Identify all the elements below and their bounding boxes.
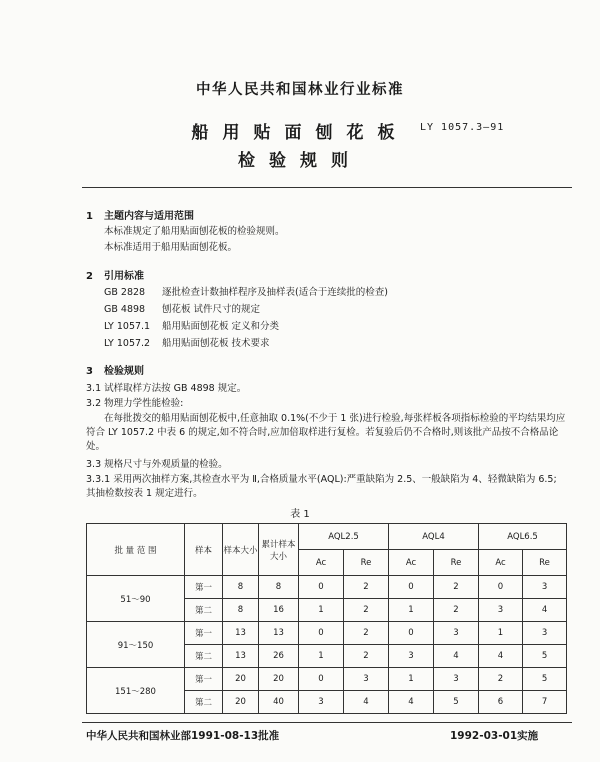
header-re: Re bbox=[344, 550, 389, 576]
industry-standard-heading: 中华人民共和国林业行业标准 bbox=[196, 82, 404, 98]
re-value-cell: 3 bbox=[434, 622, 479, 645]
header-sample-size: 样本大小 bbox=[223, 524, 259, 576]
clause-3-3: 3.3 规格尺寸与外观质量的检验。 bbox=[86, 459, 228, 470]
section-title: 主题内容与适用范围 bbox=[104, 211, 194, 222]
clause-3-2: 3.2 物理力学性能检验: bbox=[86, 398, 184, 409]
table-row bbox=[87, 622, 567, 645]
header-sample: 样本 bbox=[185, 524, 223, 576]
cumulative-size-cell: 20 bbox=[259, 668, 299, 691]
re-value-cell: 7 bbox=[523, 691, 567, 714]
document-title: 船用贴面刨花板 bbox=[191, 123, 409, 143]
section-3-heading bbox=[86, 362, 144, 377]
reference-item bbox=[104, 286, 388, 300]
table-row bbox=[87, 576, 567, 599]
ac-value-cell: 1 bbox=[389, 599, 434, 622]
ac-value-cell: 1 bbox=[479, 622, 523, 645]
section-number: 1 bbox=[86, 211, 93, 222]
header-aql-6-5: AQL6.5 bbox=[479, 524, 567, 550]
reference-text: 刨花板 试件尺寸的规定 bbox=[162, 304, 261, 315]
re-value-cell: 3 bbox=[434, 668, 479, 691]
cumulative-size-cell: 16 bbox=[259, 599, 299, 622]
header-cumulative-size: 累计样本大小 bbox=[259, 524, 299, 576]
clause-3-1: 3.1 试样取样方法按 GB 4898 规定。 bbox=[86, 383, 247, 394]
re-value-cell: 4 bbox=[344, 691, 389, 714]
header-ac: Ac bbox=[389, 550, 434, 576]
batch-range-cell: 151～280 bbox=[87, 668, 185, 714]
sampling-table bbox=[86, 523, 567, 714]
ac-value-cell: 0 bbox=[389, 576, 434, 599]
section-title: 引用标准 bbox=[104, 271, 144, 282]
ac-value-cell: 1 bbox=[389, 668, 434, 691]
reference-item bbox=[104, 320, 279, 334]
approval-line: 中华人民共和国林业部1991-08-13批准 bbox=[86, 730, 280, 742]
ac-value-cell: 3 bbox=[389, 645, 434, 668]
sample-size-cell: 8 bbox=[223, 576, 259, 599]
reference-item bbox=[104, 303, 260, 317]
table-row bbox=[87, 668, 567, 691]
section-1-heading bbox=[86, 207, 194, 222]
ac-value-cell: 1 bbox=[299, 599, 344, 622]
sample-size-cell: 13 bbox=[223, 645, 259, 668]
ac-value-cell: 6 bbox=[479, 691, 523, 714]
clause-3-3-1: 3.3.1 采用两次抽样方案,其检查水平为 Ⅱ,合格质量水平(AQL):严重缺陷为 2.5、一般缺陷为 4、轻微缺陷为 6.5;其抽检数按表 1 规定进行。 bbox=[86, 474, 557, 499]
re-value-cell: 3 bbox=[344, 668, 389, 691]
ac-value-cell: 1 bbox=[299, 645, 344, 668]
header-ac: Ac bbox=[479, 550, 523, 576]
re-value-cell: 5 bbox=[434, 691, 479, 714]
re-value-cell: 3 bbox=[523, 576, 567, 599]
re-value-cell: 4 bbox=[434, 645, 479, 668]
sample-cell: 第二 bbox=[185, 645, 223, 668]
paragraph: 本标准规定了船用贴面刨花板的检验规则。 bbox=[104, 226, 285, 237]
cumulative-size-cell: 26 bbox=[259, 645, 299, 668]
re-value-cell: 5 bbox=[523, 645, 567, 668]
cumulative-size-cell: 8 bbox=[259, 576, 299, 599]
sample-size-cell: 20 bbox=[223, 691, 259, 714]
reference-text: 逐批检查计数抽样程序及抽样表(适合于连续批的检查) bbox=[162, 287, 388, 298]
footer-divider bbox=[82, 722, 572, 723]
effective-date: 1992-03-01实施 bbox=[450, 730, 539, 742]
header-aql-2-5: AQL2.5 bbox=[299, 524, 389, 550]
ac-value-cell: 4 bbox=[479, 645, 523, 668]
re-value-cell: 2 bbox=[344, 622, 389, 645]
reference-code: LY 1057.2 bbox=[104, 338, 151, 349]
reference-text: 船用贴面刨花板 定义和分类 bbox=[162, 321, 280, 332]
sample-cell: 第二 bbox=[185, 691, 223, 714]
header-re: Re bbox=[523, 550, 567, 576]
reference-code: LY 1057.1 bbox=[104, 321, 151, 332]
ac-value-cell: 4 bbox=[389, 691, 434, 714]
sample-cell: 第一 bbox=[185, 668, 223, 691]
header-aql-4: AQL4 bbox=[389, 524, 479, 550]
table-caption: 表 1 bbox=[290, 509, 310, 520]
reference-code: GB 4898 bbox=[104, 304, 146, 315]
batch-range-cell: 51～90 bbox=[87, 576, 185, 622]
ac-value-cell: 0 bbox=[299, 622, 344, 645]
re-value-cell: 2 bbox=[344, 576, 389, 599]
re-value-cell: 2 bbox=[344, 645, 389, 668]
section-title: 检验规则 bbox=[104, 366, 144, 377]
ac-value-cell: 2 bbox=[479, 668, 523, 691]
sample-size-cell: 20 bbox=[223, 668, 259, 691]
ac-value-cell: 0 bbox=[389, 622, 434, 645]
ac-value-cell: 3 bbox=[299, 691, 344, 714]
batch-range-cell: 91～150 bbox=[87, 622, 185, 668]
section-number: 3 bbox=[86, 366, 93, 377]
standard-number: LY 1057.3—91 bbox=[420, 122, 505, 133]
header-batch-range: 批 量 范 围 bbox=[87, 524, 185, 576]
document-subtitle: 检验规则 bbox=[238, 151, 362, 171]
sample-cell: 第一 bbox=[185, 622, 223, 645]
reference-code: GB 2828 bbox=[104, 287, 146, 298]
ac-value-cell: 0 bbox=[299, 668, 344, 691]
sample-size-cell: 8 bbox=[223, 599, 259, 622]
re-value-cell: 2 bbox=[434, 576, 479, 599]
re-value-cell: 3 bbox=[523, 622, 567, 645]
sample-size-cell: 13 bbox=[223, 622, 259, 645]
reference-text: 船用贴面刨花板 技术要求 bbox=[162, 338, 270, 349]
reference-item bbox=[104, 337, 270, 351]
sample-cell: 第二 bbox=[185, 599, 223, 622]
clause-3-2-body: 在每批拨交的船用贴面刨花板中,任意抽取 0.1%(不少于 1 张)进行检验,每张样板各项指标检验的平均结果均应符合 LY 1057.2 中表 6 的规定,如不符合时,应加倍取样进行复检。若复验后仍不合格时,则该批产品按不合格品论处。 bbox=[86, 413, 566, 452]
section-number: 2 bbox=[86, 271, 93, 282]
re-value-cell: 4 bbox=[523, 599, 567, 622]
ac-value-cell: 0 bbox=[299, 576, 344, 599]
ac-value-cell: 0 bbox=[479, 576, 523, 599]
cumulative-size-cell: 13 bbox=[259, 622, 299, 645]
header-re: Re bbox=[434, 550, 479, 576]
paragraph: 本标准适用于船用贴面刨花板。 bbox=[104, 242, 238, 253]
header-ac: Ac bbox=[299, 550, 344, 576]
cumulative-size-cell: 40 bbox=[259, 691, 299, 714]
ac-value-cell: 3 bbox=[479, 599, 523, 622]
re-value-cell: 2 bbox=[344, 599, 389, 622]
re-value-cell: 2 bbox=[434, 599, 479, 622]
title-divider bbox=[82, 187, 572, 188]
sample-cell: 第一 bbox=[185, 576, 223, 599]
re-value-cell: 5 bbox=[523, 668, 567, 691]
section-2-heading bbox=[86, 267, 144, 282]
